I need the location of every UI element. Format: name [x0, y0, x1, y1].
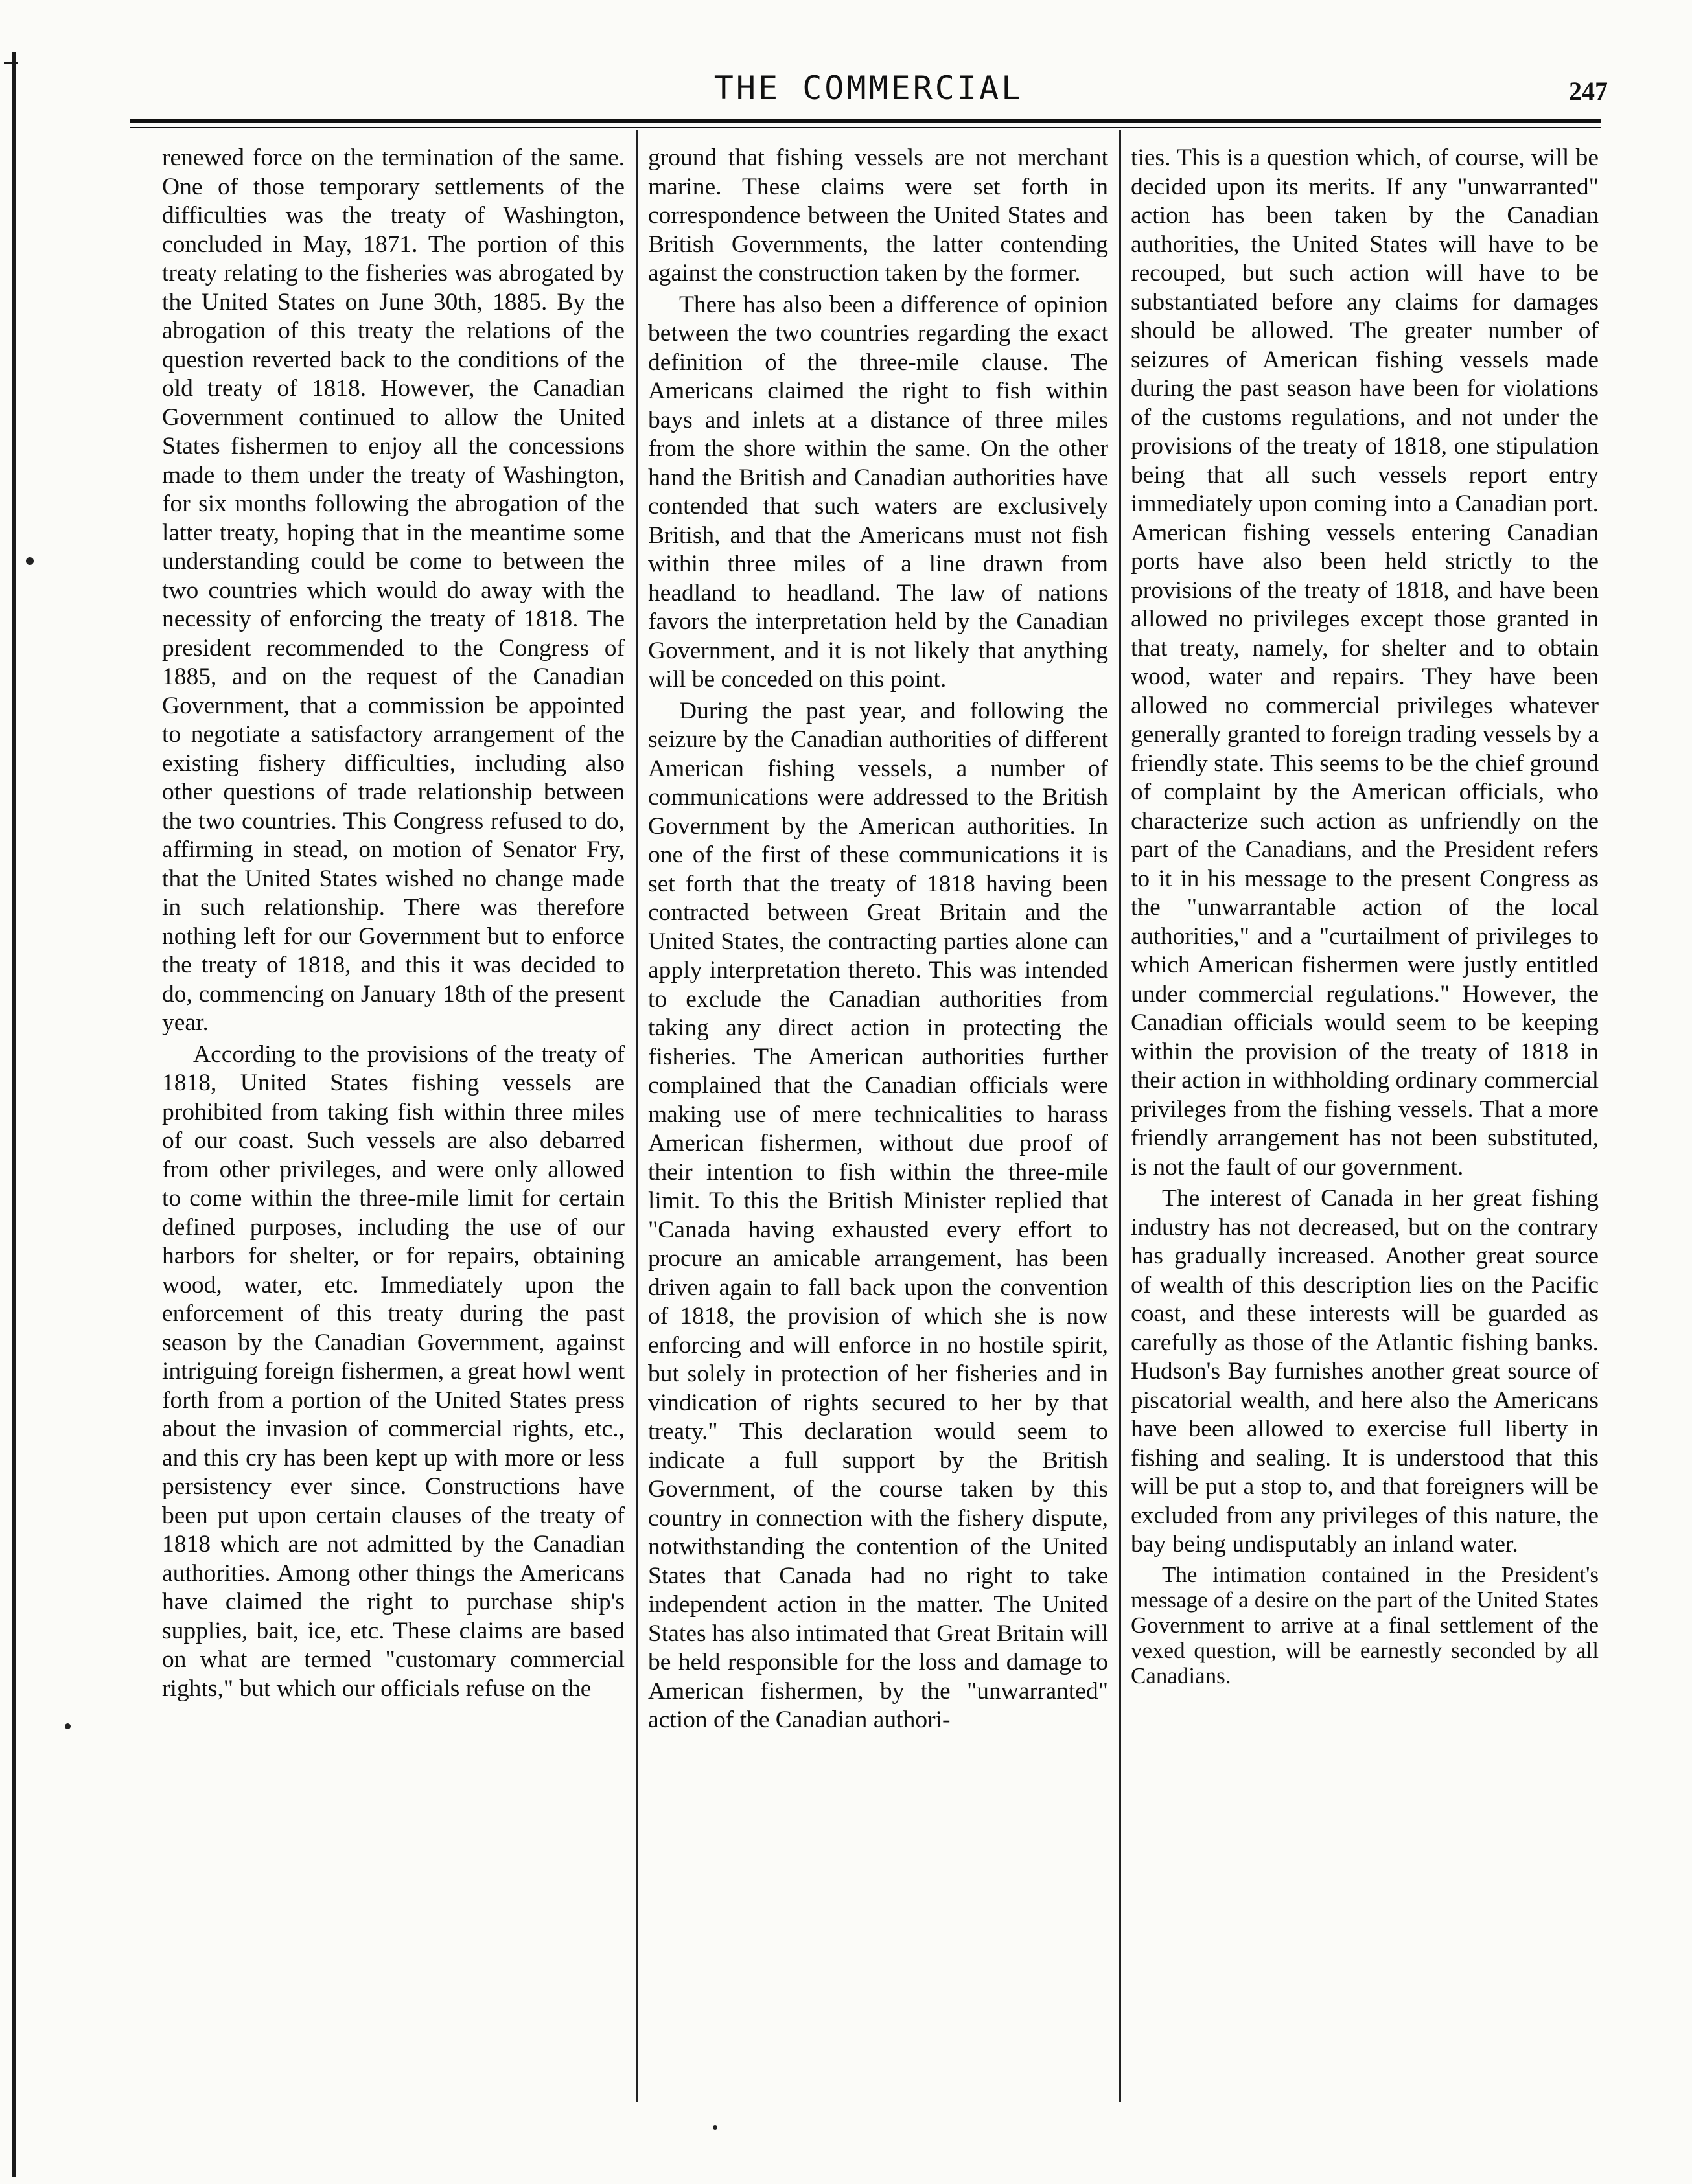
article-column-1 — [162, 144, 625, 2093]
column-divider-1 — [636, 130, 638, 2102]
paragraph: According to the provisions of the treaty of 1818, United States fishing vessels are prohibited from taking fish within three miles of our coast. Such vessels are also debarred from other privileges, and were only allowed to come within the three-mile limit for certain defined purposes, including the use of our harbors for shelter, or for repairs, obtaining wood, water, etc. Immediately upon the enforcement of this treaty during the past season by the Canadian Government, against intriguing foreign fishermen, a great howl went forth from a portion of the United States press about the invasion of commercial rights, etc., and this cry has been kept up with more or less persistency ever since. Constructions have been put upon certain clauses of the treaty of 1818 which are not admitted by the Canadian authorities. Among other things the Americans have claimed the right to purchase ship's supplies, bait, ice, etc. These claims are based on what are termed "customary commercial rights," but which our officials refuse on the — [162, 1040, 625, 1702]
column-divider-2 — [1119, 130, 1121, 2102]
page-number: 247 — [1569, 76, 1608, 106]
paragraph: The interest of Canada in her great fishing industry has not decreased, but on the contrary has gradually increased. Another great source of wealth of this description lies on the Pacific coast, and these interests will be guarded as carefully as those of the Atlantic fishing banks. Hudson's Bay furnishes another great source of piscatorial wealth, and here also the Americans have been allowed to exercise full liberty in fishing and sealing. It is understood that this will be put a stop to, and that foreigners will be excluded from any privileges of this nature, the bay being undisputably an inland water. — [1131, 1185, 1599, 1558]
header-rule-thick — [130, 119, 1601, 123]
header-rule-thin — [130, 127, 1601, 128]
page-header — [130, 62, 1608, 120]
paragraph: The intimation contained in the President's message of a desire on the part of the United States Government to arrive at a final settlement of the vexed question, will be earnestly seconded by all Canadians. — [1131, 1561, 1599, 1688]
article-column-3 — [1131, 144, 1599, 2093]
print-speck — [713, 2125, 717, 2130]
article-column-2 — [648, 144, 1108, 2093]
print-speck — [65, 1723, 71, 1729]
print-speck — [26, 557, 34, 565]
publication-title: THE COMMERCIAL — [713, 69, 1024, 107]
page-binding-edge — [12, 52, 16, 2177]
paragraph: ties. This is a question which, of course, will be decided upon its merits. If any "unwarranted" action has been taken by the Canadian authorities, the United States will have to be recouped, but such action will have to be substantiated before any claims for damages should be allowed. The greater number of seizures of American fishing vessels made during the past season have been for violations of the customs regulations, and not under the provisions of the treaty of 1818, one stipulation being that all such vessels report entry immediately upon coming into a Canadian port. American fishing vessels entering Canadian ports have also been held strictly to the provisions of the treaty of 1818, and have been allowed no privileges except those granted in that treaty, namely, for shelter and to obtain wood, water and repairs. They have been allowed no commercial privileges whatever generally granted to foreign trading vessels by a friendly state. This seems to be the chief ground of complaint by the American officials, who characterize such action as unfriendly on the part of the Canadians, and the President refers to it in his message to the present Congress as the "unwarrantable action of the local authorities," and a "curtailment of privileges to which American fishermen were justly entitled under commercial regulations." However, the Canadian officials would seem to be keeping within the provision of the treaty of 1818 in their action in withholding ordinary commercial privileges from the fishing vessels. That a more friendly arrangement has not been substituted, is not the fault of our government. — [1131, 144, 1599, 1180]
paragraph: There has also been a difference of opinion between the two countries regarding the exact definition of the three-mile clause. The Americans claimed the right to fish within bays and inlets at a distance of three miles from the shore within the same. On the other hand the British and Canadian authorities have contended that such waters are exclusively British, and that the Americans must not fish within three miles of a line drawn from headland to headland. The law of nations favors the interpretation held by the Canadian Government, and it is not likely that anything will be conceded on this point. — [648, 291, 1108, 693]
paragraph: renewed force on the termination of the same. One of those temporary settlements of the difficulties was the treaty of Washington, concluded in May, 1871. The portion of this treaty relating to the fisheries was abrogated by the United States on June 30th, 1885. By the abrogation of this treaty the relations of the question reverted back to the conditions of the old treaty of 1818. However, the Canadian Government continued to allow the United States fishermen to enjoy all the concessions made to them under the treaty of Washington, for six months following the abrogation of the latter treaty, hoping that in the meantime some understanding could be come to between the two countries which would do away with the necessity of enforcing the treaty of 1818. The president recommended to the Congress of 1885, and on the request of the Canadian Government, that a commission be appointed to negotiate a satisfactory arrangement of the existing fishery difficulties, including also other questions of trade relationship between the two countries. This Congress refused to do, affirming in stead, on motion of Senator Fry, that the United States wished no change made in such relationship. There was therefore nothing left for our Government but to enforce the treaty of 1818, and this it was decided to do, commencing on January 18th of the present year. — [162, 144, 625, 1036]
paragraph: ground that fishing vessels are not merchant marine. These claims were set forth in correspondence between the United States and British Governments, the latter contending against the construction taken by the former. — [648, 144, 1108, 286]
binding-mark — [4, 62, 18, 64]
paragraph: During the past year, and following the seizure by the Canadian authorities of different American fishing vessels, a number of communications were addressed to the British Government by the American authorities. In one of the first of these communications it is set forth that the treaty of 1818 having been contracted between Great Britain and the United States, the contracting parties alone can apply interpretation thereto. This was intended to exclude the Canadian authorities from taking any direct action in protecting the fisheries. The American authorities further complained that the Canadian officials were making use of mere technicalities to harass American fishermen, without due proof of their intention to fish within the three-mile limit. To this the British Minister replied that "Canada having exhausted every effort to procure an amicable arrangement, has been driven again to fall back upon the convention of 1818, the provision of which she is now enforcing and will enforce in no hostile spirit, but solely in protection of her fisheries and in vindication of rights secured to her by that treaty." This declaration would seem to indicate a full support by the British Government, of the course taken by this country in connection with the fishery dispute, notwithstanding the contention of the United States that Canada had no right to take independent action in the matter. The United States has also intimated that Great Britain will be held responsible for the loss and damage to American fishermen, by the "unwarranted" action of the Canadian authori- — [648, 697, 1108, 1733]
